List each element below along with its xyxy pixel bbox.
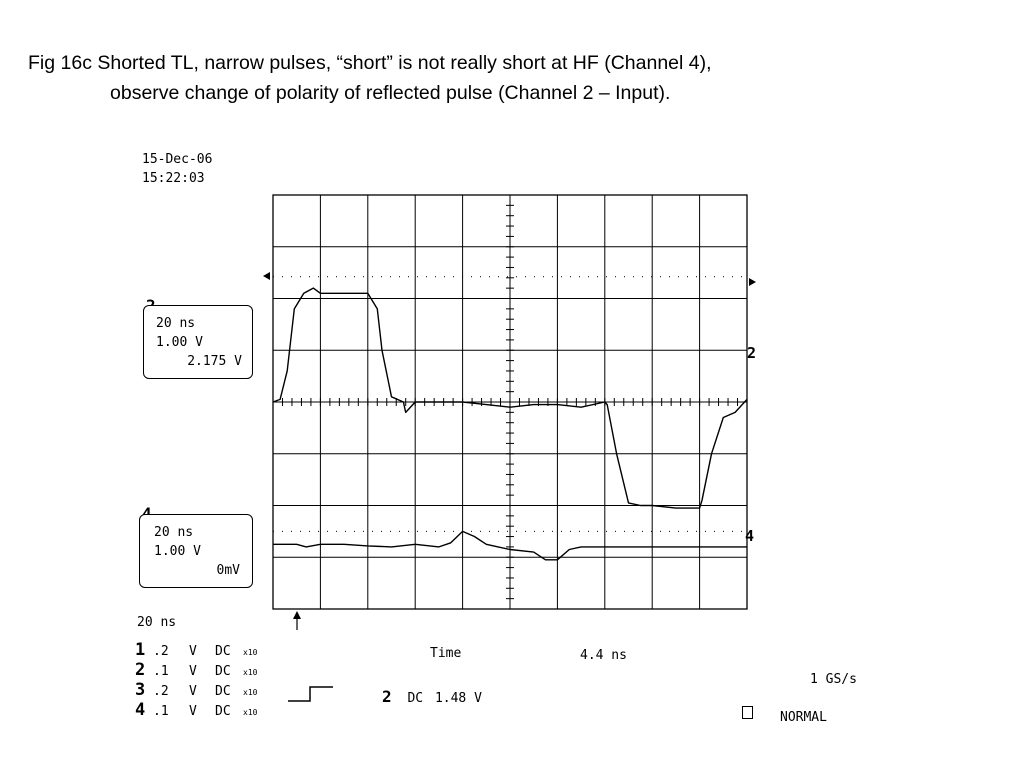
sample-rate: 1 GS/s xyxy=(810,672,857,687)
trigger-info xyxy=(382,687,482,706)
mode-indicator-box xyxy=(742,706,753,719)
caption-line-1: Fig 16c Shorted TL, narrow pulses, “short” is not really short at HF (Channel 4), xyxy=(28,52,712,74)
channel-probe: x10 xyxy=(243,708,258,717)
channel-row xyxy=(135,640,257,660)
channel-coupling: DC xyxy=(215,664,231,679)
time-value: 4.4 ns xyxy=(580,648,627,663)
channel-row xyxy=(135,660,257,680)
ch4-timebase: 20 ns xyxy=(154,525,194,540)
channel-coupling: DC xyxy=(215,704,231,719)
channel-unit: V xyxy=(189,664,197,679)
scope-time: 15:22:03 xyxy=(142,171,205,186)
channel-unit: V xyxy=(189,704,197,719)
trigger-channel: 2 xyxy=(382,687,392,706)
channel-coupling: DC xyxy=(215,644,231,659)
channel-scale: .2 xyxy=(153,644,169,659)
trigger-coupling: DC xyxy=(407,691,424,706)
channel-coupling: DC xyxy=(215,684,231,699)
channel-number: 3 xyxy=(135,680,146,700)
channel-row xyxy=(135,700,257,720)
ch4-volts: 1.00 V xyxy=(154,544,201,559)
scope-date: 15-Dec-06 xyxy=(142,152,213,167)
channel-scale: .2 xyxy=(153,684,169,699)
left-ref-marker xyxy=(263,272,270,280)
right-ref-marker xyxy=(749,278,756,286)
channel-number: 2 xyxy=(135,660,146,680)
acquisition-mode: NORMAL xyxy=(780,710,827,725)
ch4-offset: 0mV xyxy=(216,563,240,578)
channel-probe: x10 xyxy=(243,648,258,657)
channel-probe: x10 xyxy=(243,668,258,677)
channel-number: 1 xyxy=(135,640,146,660)
channel-unit: V xyxy=(189,644,197,659)
channel-unit: V xyxy=(189,684,197,699)
timebase-label: 20 ns xyxy=(137,615,177,630)
ch2-trace-label: 2 xyxy=(747,344,757,362)
time-label: Time xyxy=(430,646,462,661)
channel-row xyxy=(135,680,257,700)
ch4-trace-label: 4 xyxy=(745,527,755,545)
channel-scale: .1 xyxy=(153,704,169,719)
ch2-offset: 2.175 V xyxy=(187,354,242,369)
channel-scale: .1 xyxy=(153,664,169,679)
trigger-arrow-head xyxy=(293,611,301,619)
trigger-level: 1.48 V xyxy=(434,691,482,706)
channel-number: 4 xyxy=(135,700,146,720)
ch2-timebase: 20 ns xyxy=(156,316,196,331)
ch2-volts: 1.00 V xyxy=(156,335,203,350)
channel-probe: x10 xyxy=(243,688,258,697)
caption-line-2: observe change of polarity of reflected pulse (Channel 2 – Input). xyxy=(110,82,671,104)
